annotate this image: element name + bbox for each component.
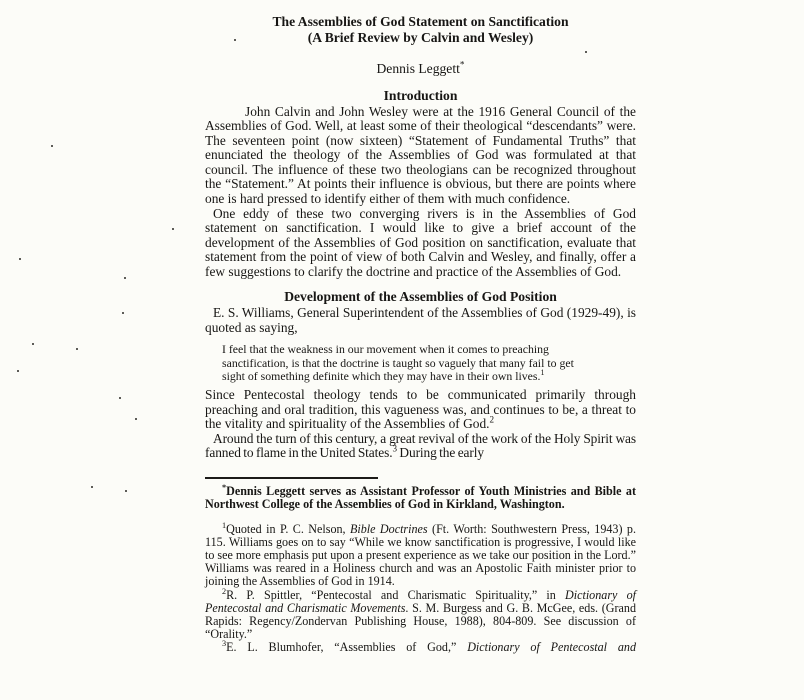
footnote-3: $^3$E. L. Blumhofer, “Assemblies of God,” Dictionary of Pentecostal and <box>222 638 636 654</box>
development-paragraph-1: E. S. Williams, General Superintendent of the Assemblies of God (1929-49), is quoted as saying, <box>205 305 636 335</box>
title-line-1: The Assemblies of God Statement on Sanctification <box>272 14 569 29</box>
footnote-1: $^1$Quoted in P. C. Nelson, Bible Doctrines (Ft. Worth: Southwestern Press, 1943) p. 115. Williams goes on to say “While we know sanctification is progressive, I would like to see more emphasis put upon a present experience as we take our position in the Lord.” Williams was reared in a Holiness church and was an Apostolic Faith minister prior to joining the Assemblies of God in 1914. <box>205 521 636 589</box>
footnote-2: $^2$R. P. Spittler, “Pentecostal and Charismatic Spirituality,” in Dictionary of Pentecostal and Charismatic Movements. S. M. Burgess and G. B. McGee, eds. (Grand Rapids: Regency/Zondervan Publishing House, 1988), 804-809. See discussion of “Orality.” <box>205 586 636 641</box>
scan-speck <box>124 277 126 279</box>
title-line-2: (A Brief Review by Calvin and Wesley) <box>307 29 534 45</box>
section-heading-introduction: Introduction <box>383 88 458 103</box>
development-paragraph-3: Around the turn of this century, a great revival of the work of the Holy Spirit was fanned to flame in the United States.$^3$ During the early <box>205 430 636 461</box>
scan-speck <box>125 490 127 492</box>
article-column <box>205 0 636 654</box>
author-byline: Dennis Leggett* <box>376 59 465 76</box>
williams-block-quote: I feel that the weakness in our movement when it comes to preaching sanctification, is that the doctrine is taught so vaguely that many fail to get sight of something definite which they may have in their own lives.$^1$ <box>222 342 574 383</box>
scan-speck <box>122 312 124 314</box>
scan-speck <box>17 370 19 372</box>
section-heading-development: Development of the Assemblies of God Position <box>284 288 557 304</box>
author-affiliation-footnote: *Dennis Leggett serves as Assistant Professor of Youth Ministries and Bible at Northwest College of the Assemblies of God in Kirkland, Washington. <box>205 482 636 511</box>
scan-speck <box>51 145 53 147</box>
scan-speck <box>172 228 174 230</box>
scan-speck <box>76 348 78 350</box>
development-paragraph-2: Since Pentecostal theology tends to be communicated primarily through preaching and oral tradition, this vagueness was, and continues to be, a threat to the vitality and spirituality of the Assemblies of God.$^2$ <box>205 386 636 432</box>
scan-speck <box>32 343 34 345</box>
introduction-paragraph-2: One eddy of these two converging rivers is in the Assemblies of God statement on sanctification. I would like to give a brief account of the development of the Assemblies of God position on sanctification, evaluate that statement from the point of view of both Calvin and Wesley, and finally, offer a few suggestions to clarify the doctrine and practice of the Assemblies of God. <box>205 205 636 280</box>
scan-speck <box>91 486 93 488</box>
footnote-separator-rule <box>205 477 378 479</box>
scan-speck <box>19 258 21 260</box>
scan-speck <box>135 418 137 420</box>
page-title <box>205 14 636 45</box>
introduction-paragraph-1: John Calvin and John Wesley were at the 1916 General Council of the Assemblies of God. Well, at least some of their theological “descendants” were. The seventeen point (now sixteen) “Statement of Fundamental Truths” that enunciated the theology of the Assemblies of God was formulated at that council. The influence of these two theologians can be recognized throughout the “Statement.” At points their influence is obvious, but there are points where one is hard pressed to identify either of them with much confidence. <box>205 103 636 207</box>
scan-speck <box>119 397 121 399</box>
